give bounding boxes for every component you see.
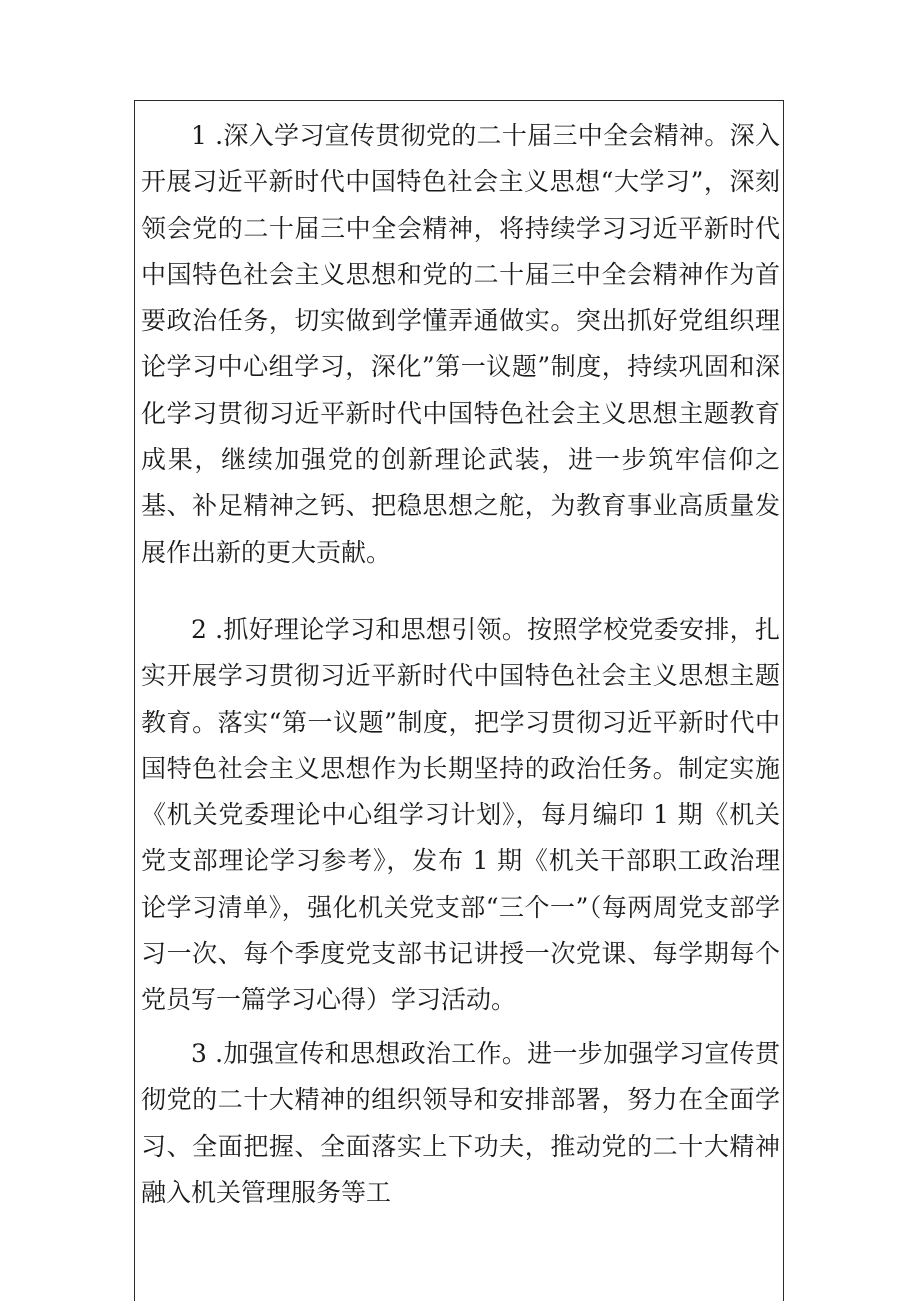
paragraph-3: 3 .加强宣传和思想政治工作。进一步加强学习宣传贯彻党的二十大精神的组织领导和安排部署，努力在全面学习、全面把握、全面落实上下功夫，推动党的二十大精神融入机关管理服务等工 xyxy=(141,1039,780,1207)
paragraph-2: 2 .抓好理论学习和思想引领。按照学校党委安排，扎实开展学习贯彻习近平新时代中国特色社会主义思想主题教育。落实“第一议题”制度，把学习贯彻习近平新时代中国特色社会主义思想作为长期坚持的政治任务。制定实施《机关党委理论中心组学习计划》，每月编印 1 期《机关党支部理论学习参考》，发布 1 期《机关干部职工政治理论学习清单》，强化机关党支部“三个一”（每两周党支部学习一次、每个季度党支部书记讲授一次党课、每学期每个党员写一篇学习心得）学习活动。 xyxy=(141,615,780,1015)
paragraph-1: 1 .深入学习宣传贯彻党的二十届三中全会精神。深入开展习近平新时代中国特色社会主义思想“大学习”，深刻领会党的二十届三中全会精神，将持续学习习近平新时代中国特色社会主义思想和党的二十届三中全会精神作为首要政治任务，切实做到学懂弄通做实。突出抓好党组织理论学习中心组学习，深化”第一议题”制度，持续巩固和深化学习贯彻习近平新时代中国特色社会主义思想主题教育成果，继续加强党的创新理论武装，进一步筑牢信仰之基、补足精神之钙、把稳思想之舵，为教育事业高质量发展作出新的更大贡献。 xyxy=(141,121,780,567)
